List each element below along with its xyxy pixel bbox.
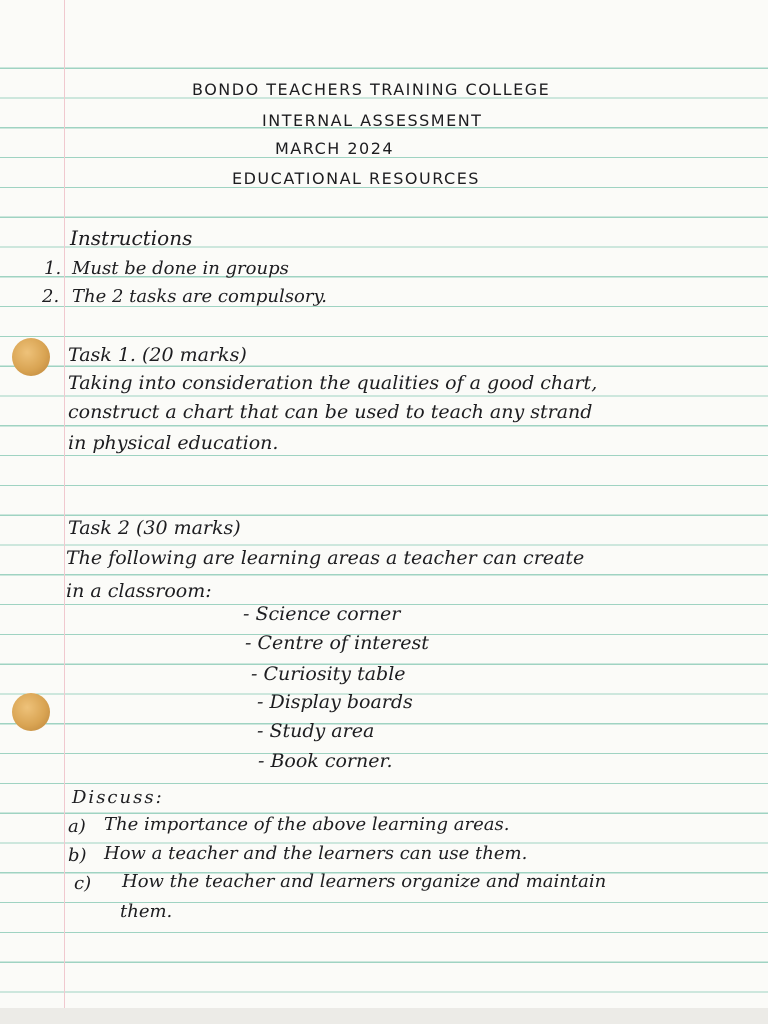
discuss-item-text: The importance of the above learning areas. [104, 814, 510, 835]
learning-area-item: - Study area [257, 720, 375, 742]
discuss-item-text: How the teacher and learners organize and maintain [122, 871, 607, 892]
task1-line: Taking into consideration the qualities of a good chart, [68, 372, 598, 394]
task2-heading: Task 2 (30 marks) [68, 517, 241, 539]
college-name: BONDO TEACHERS TRAINING COLLEGE [192, 80, 551, 99]
page-bottom-edge [0, 1008, 768, 1024]
task2-line: The following are learning areas a teacher can create [66, 547, 585, 569]
discuss-item-label: c) [74, 873, 92, 894]
subject-title: EDUCATIONAL RESOURCES [232, 169, 480, 188]
assessment-date: MARCH 2024 [275, 139, 395, 158]
margin-line [64, 0, 65, 1010]
learning-area-item: - Curiosity table [251, 663, 406, 685]
learning-area-item: - Centre of interest [245, 632, 429, 654]
instruction-text: The 2 tasks are compulsory. [72, 286, 327, 307]
page-top-margin [0, 0, 768, 44]
instruction-number: 1. [44, 258, 62, 279]
discuss-item-label: b) [68, 845, 87, 866]
task1-line: construct a chart that can be used to teach any strand [68, 401, 593, 423]
learning-area-item: - Book corner. [258, 750, 393, 772]
instruction-text: Must be done in groups [72, 258, 289, 279]
punch-hole-upper [12, 338, 50, 376]
discuss-continuation: them. [120, 901, 173, 922]
punch-hole-lower [12, 693, 50, 731]
instructions-heading: Instructions [70, 226, 193, 250]
discuss-heading: Discuss: [72, 787, 164, 808]
instruction-number: 2. [42, 286, 60, 307]
learning-area-item: - Display boards [257, 691, 413, 713]
discuss-item-text: How a teacher and the learners can use them. [104, 843, 528, 864]
learning-area-item: - Science corner [243, 603, 401, 625]
task2-line: in a classroom: [66, 580, 212, 602]
discuss-item-label: a) [68, 816, 86, 837]
assessment-title: INTERNAL ASSESSMENT [262, 111, 483, 130]
task1-heading: Task 1. (20 marks) [68, 344, 247, 366]
task1-line: in physical education. [68, 432, 279, 454]
